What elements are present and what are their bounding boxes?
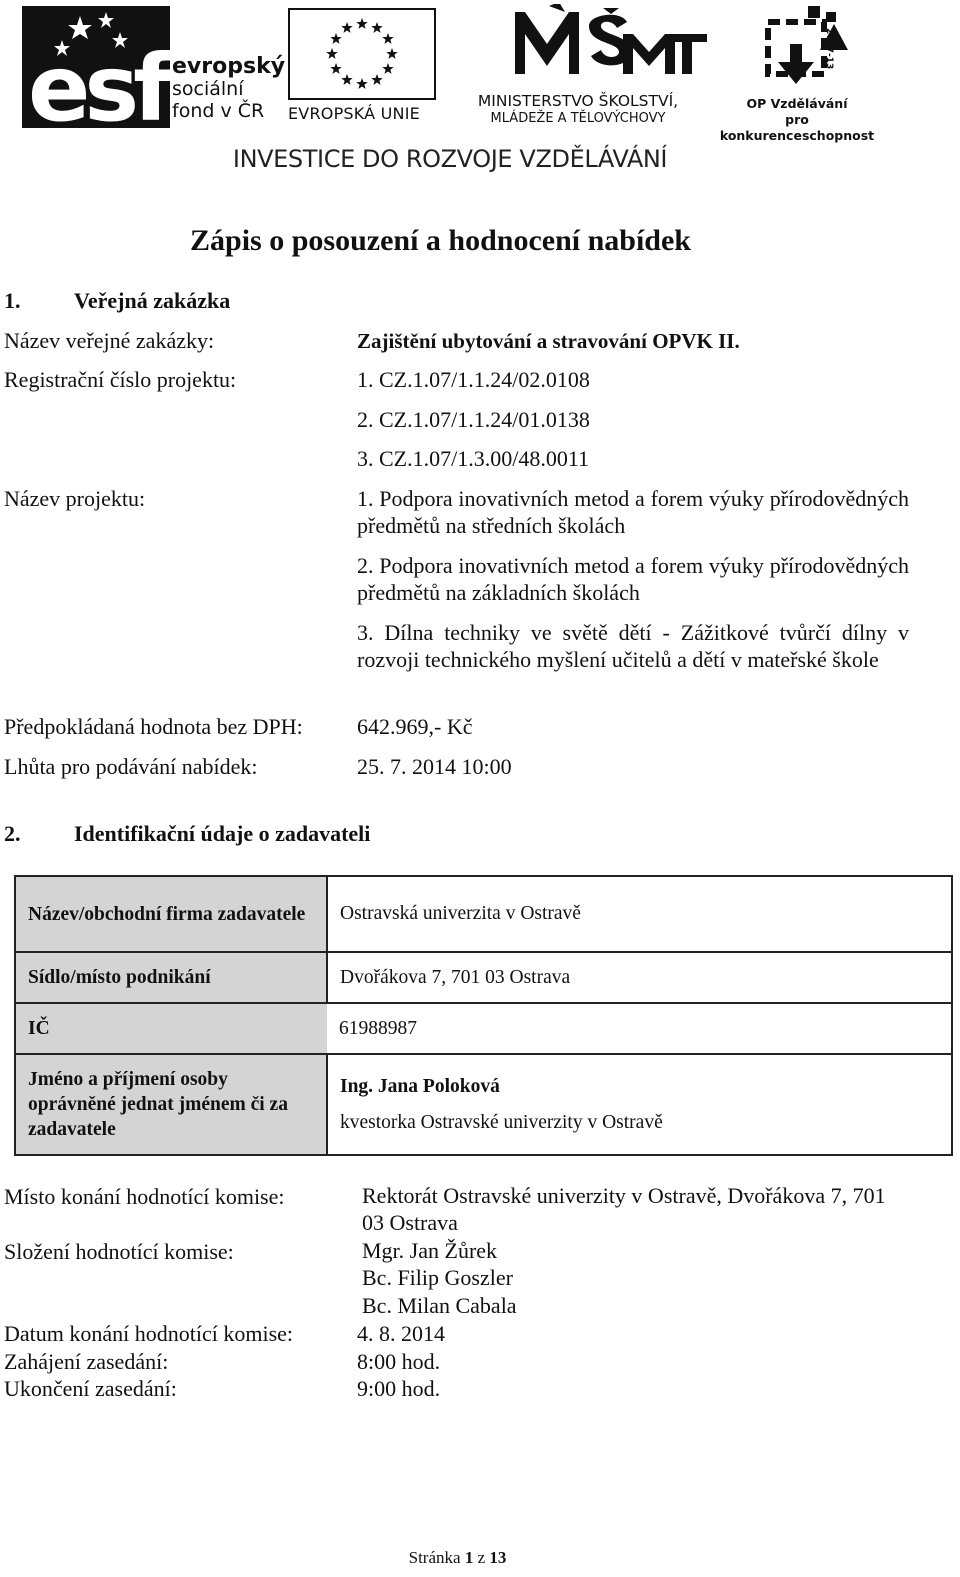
- project-name-3: 3. Dílna techniky ve světě dětí - Zážitkové tvůrčí dílny v rozvoji technického myšlení učitelů a dětí v mateřské škole: [357, 620, 909, 672]
- table-row: [15, 1003, 952, 1054]
- contracting-authority-table: [14, 875, 953, 1156]
- op-caption-line1: OP Vzdělávání: [746, 96, 848, 111]
- section2-title: Identifikační údaje o zadavateli: [74, 821, 371, 846]
- committee-members-label: Složení hodnotící komise:: [4, 1239, 234, 1264]
- eu-star-icon: [382, 63, 393, 74]
- contract-name-value: Zajištění ubytování a stravování OPVK II.: [357, 329, 740, 353]
- eu-star-icon: [356, 78, 367, 89]
- seat-value: Dvořákova 7, 701 03 Ostrava: [327, 952, 952, 1003]
- committee-member-1: Mgr. Jan Žůrek: [362, 1238, 498, 1263]
- op-caption-line2: pro konkurenceschopnost: [719, 112, 875, 143]
- deadline-label: Lhůta pro podávání nabídek:: [4, 754, 258, 779]
- eu-star-icon: [330, 63, 341, 74]
- section2-number: 2.: [4, 821, 21, 846]
- eu-star-icon: [356, 18, 367, 29]
- firm-value: Ostravská univerzita v Ostravě: [327, 876, 952, 952]
- seat-label: Sídlo/místo podnikání: [15, 952, 327, 1003]
- msmt-logo: [447, 4, 709, 130]
- ic-value: 61988987: [327, 1003, 952, 1054]
- esf-logo-mark: [22, 6, 170, 142]
- committee-member-2: Bc. Filip Goszler: [362, 1265, 513, 1290]
- committee-place-value: Rektorát Ostravské univerzity v Ostravě, Dvořákova 7, 701 03 Ostrava: [362, 1183, 886, 1235]
- project-name-label: Název projektu:: [4, 486, 146, 511]
- eu-star-icon: [382, 33, 393, 44]
- eu-star-icon: [330, 33, 341, 44]
- session-end-value: 9:00 hod.: [357, 1376, 441, 1401]
- table-row: [15, 952, 952, 1003]
- footer-prefix: Stránka: [408, 1548, 461, 1567]
- reg-number-1: 1. CZ.1.07/1.1.24/02.0108: [357, 367, 590, 392]
- msmt-caption-line1: MINISTERSTVO ŠKOLSTVÍ,: [477, 92, 679, 110]
- estimated-value-label: Předpokládaná hodnota bez DPH:: [4, 714, 303, 739]
- op-caption: [712, 96, 882, 144]
- project-name-1: 1. Podpora inovativních metod a forem výuky přírodovědných předmětů na středních školách: [357, 486, 909, 538]
- committee-place-label: Místo konání hodnotící komise:: [4, 1184, 285, 1209]
- eu-logo: [288, 8, 440, 128]
- op-logo: [712, 4, 887, 143]
- session-start-value: 8:00 hod.: [357, 1349, 441, 1374]
- person-label: Jméno a příjmení osoby oprávněné jednat jménem či za zadavatele: [15, 1054, 327, 1155]
- person-cell: [327, 1054, 952, 1155]
- eu-star-icon: [341, 74, 352, 85]
- session-end-label: Ukončení zasedání:: [4, 1376, 177, 1401]
- contract-name-label: Název veřejné zakázky:: [4, 328, 215, 353]
- footer-total: 13: [489, 1548, 507, 1567]
- op-years: 2007-13: [824, 28, 834, 70]
- page-footer: [0, 1548, 915, 1568]
- eu-caption: EVROPSKÁ UNIE: [288, 104, 420, 123]
- committee-date-value: 4. 8. 2014: [357, 1321, 445, 1346]
- table-row: [15, 876, 952, 952]
- msmt-mark-icon: [511, 4, 711, 90]
- footer-page: 1: [464, 1548, 474, 1567]
- deadline-value: 25. 7. 2014 10:00: [357, 754, 512, 779]
- committee-member-3: Bc. Milan Cabala: [362, 1293, 517, 1318]
- op-mark-icon: [748, 4, 878, 94]
- esf-wordmark: esf: [28, 35, 168, 142]
- esf-caption-line1: evropský: [172, 54, 286, 79]
- eu-star-icon: [341, 22, 352, 33]
- reg-number-label: Registrační číslo projektu:: [4, 367, 237, 392]
- section1-heading: [4, 288, 230, 314]
- section2-heading: [4, 821, 370, 847]
- msmt-caption-line2: MLÁDEŽE A TĚLOVÝCHOVY: [490, 111, 666, 126]
- table-row: [15, 1054, 952, 1155]
- reg-number-3: 3. CZ.1.07/1.3.00/48.0011: [357, 446, 590, 471]
- eu-star-icon: [326, 48, 337, 59]
- eu-star-icon: [371, 74, 382, 85]
- firm-label: Název/obchodní firma zadavatele: [15, 876, 327, 952]
- committee-date-label: Datum konání hodnotící komise:: [4, 1321, 294, 1346]
- eu-star-icon: [386, 48, 397, 59]
- estimated-value: 642.969,- Kč: [357, 714, 473, 739]
- eu-star-icon: [371, 22, 382, 33]
- section1-title: Veřejná zakázka: [74, 288, 231, 313]
- esf-caption-line2: sociální: [172, 78, 244, 100]
- msmt-caption: [449, 92, 707, 128]
- logo-strip: [0, 0, 960, 190]
- ic-label: IČ: [15, 1003, 327, 1054]
- reg-number-2: 2. CZ.1.07/1.1.24/01.0138: [357, 407, 590, 432]
- person-role: kvestorka Ostravské univerzity v Ostravě: [340, 1111, 663, 1133]
- project-name-2: 2. Podpora inovativních metod a forem výuky přírodovědných předmětů na základních školách: [357, 553, 909, 605]
- section1-number: 1.: [4, 288, 21, 313]
- esf-logo: [22, 6, 286, 142]
- esf-caption: [172, 56, 285, 122]
- footer-sep: z: [477, 1548, 486, 1567]
- session-start-label: Zahájení zasedání:: [4, 1349, 169, 1374]
- document-title: Zápis o posouzení a hodnocení nabídek: [190, 224, 691, 257]
- person-name: Ing. Jana Poloková: [340, 1075, 500, 1097]
- investment-tagline: INVESTICE DO ROZVOJE VZDĚLÁVÁNÍ: [232, 145, 668, 173]
- eu-flag-icon: [288, 8, 436, 100]
- esf-caption-line3: fond v ČR: [172, 100, 265, 122]
